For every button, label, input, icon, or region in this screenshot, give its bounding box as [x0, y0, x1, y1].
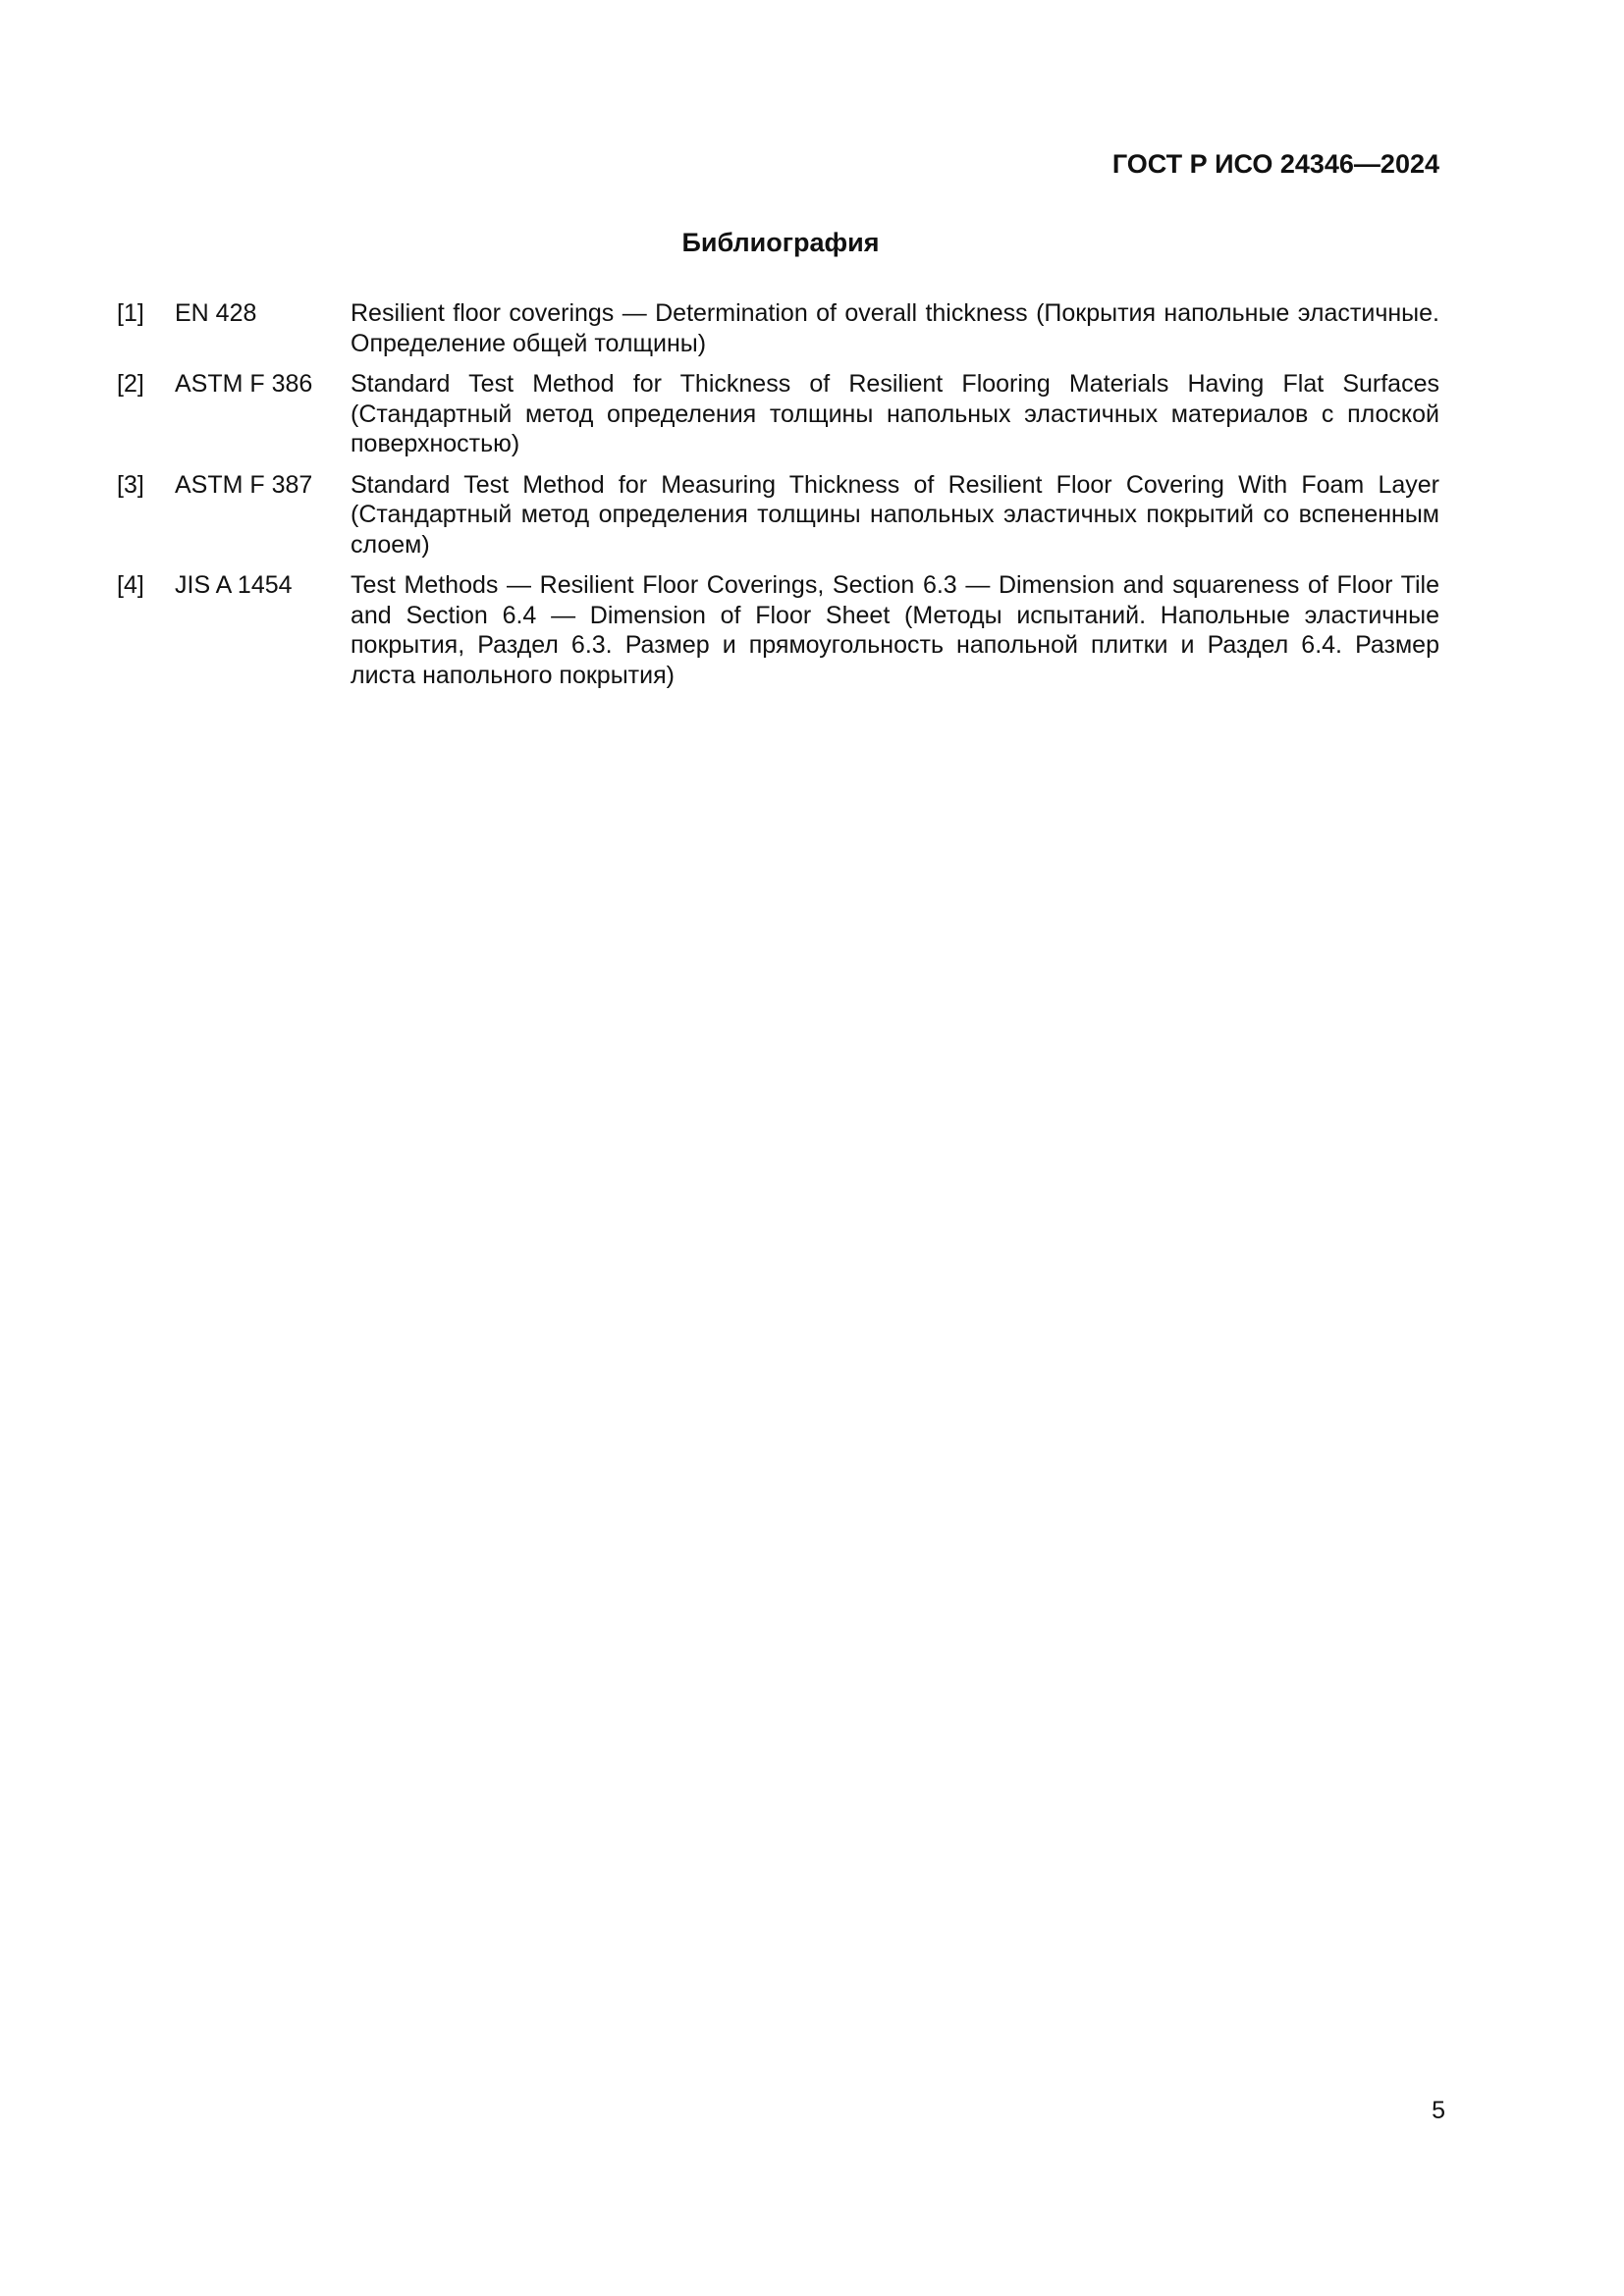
entry-number: [2] [117, 370, 144, 398]
entry-standard-code: JIS A 1454 [175, 571, 293, 599]
entry-standard-code: ASTM F 386 [175, 370, 313, 398]
bibliography-entry-4 [117, 570, 1439, 690]
bibliography-list [117, 298, 1439, 701]
page-number: 5 [1432, 2097, 1445, 2124]
entry-number: [4] [117, 571, 144, 599]
entry-title: Standard Test Method for Thickness of Resilient Flooring Materials Having Flat Surfaces (Стандартный метод определения толщины напольных эластичных материалов с плоской поверхностью) [351, 370, 1439, 457]
entry-standard-code: ASTM F 387 [175, 470, 313, 499]
bibliography-entry-2 [117, 369, 1439, 459]
entry-number: [3] [117, 470, 144, 499]
entry-standard-code: EN 428 [175, 299, 257, 327]
section-title: Библиография [681, 228, 880, 257]
entry-number: [1] [117, 299, 144, 327]
entry-title: Resilient floor coverings — Determination of overall thickness (Покрытия напольные эластичные. Определение общей толщины) [351, 299, 1439, 357]
bibliography-entry-1 [117, 298, 1439, 358]
document-header: ГОСТ Р ИСО 24346—2024 [1111, 149, 1439, 179]
entry-title: Test Methods — Resilient Floor Coverings, Section 6.3 — Dimension and squareness of Floor Tile and Section 6.4 — Dimension of Floor Sheet (Методы испытаний. Напольные эластичные покрытия, Раздел 6.3. Размер и прямоугольность напольной плитки и Раздел 6.4. Размер листа напольного покрытия) [351, 571, 1439, 689]
bibliography-entry-3 [117, 470, 1439, 561]
entry-title: Standard Test Method for Measuring Thickness of Resilient Floor Covering With Foam Layer (Стандартный метод определения толщины напольных эластичных покрытий со вспененным слоем) [351, 470, 1439, 559]
